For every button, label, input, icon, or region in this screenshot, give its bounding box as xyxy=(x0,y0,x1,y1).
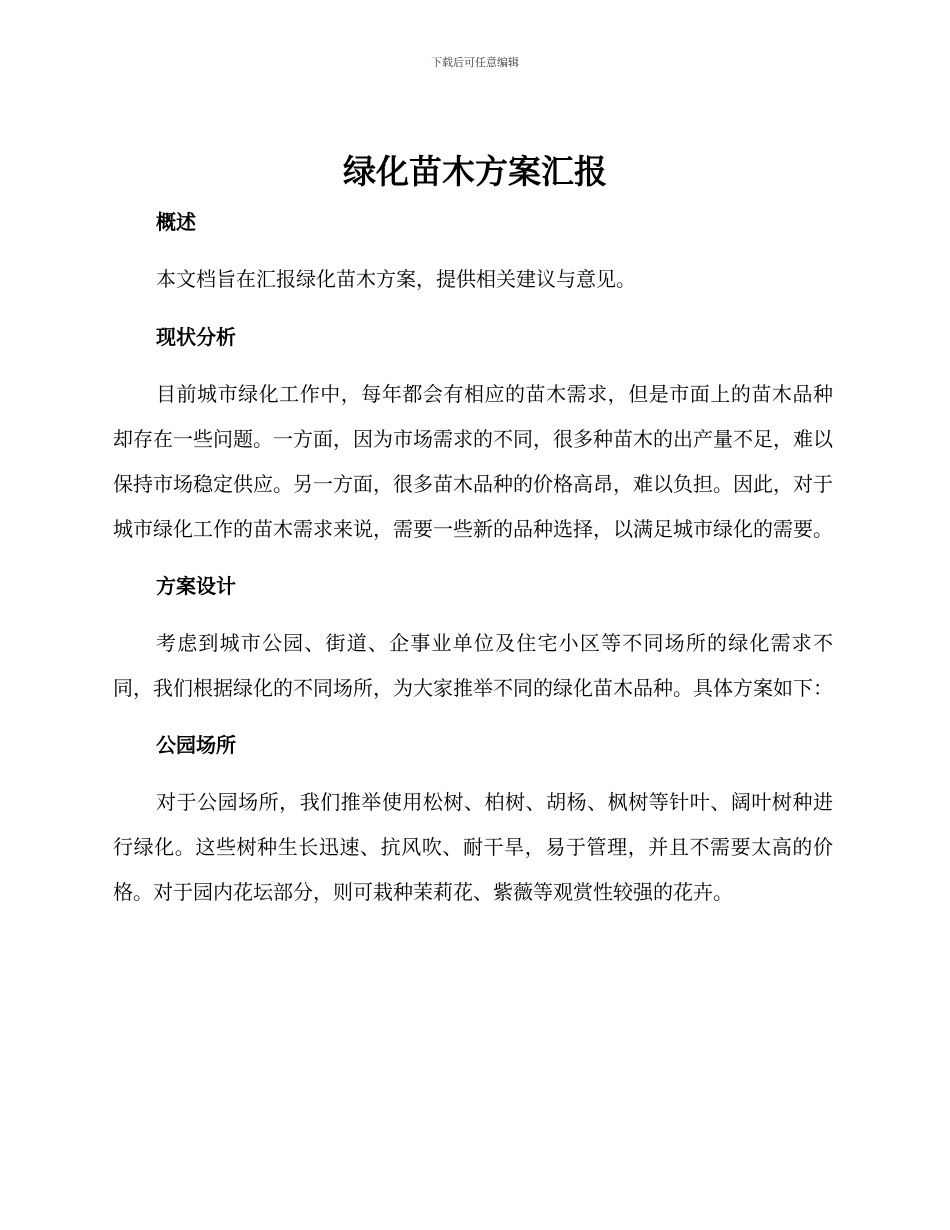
section-paragraph-overview: 本文档旨在汇报绿化苗木方案，提供相关建议与意见。 xyxy=(156,267,636,291)
section-heading-plan-design: 方案设计 xyxy=(156,574,236,598)
section-paragraph-status-analysis: 目前城市绿化工作中，每年都会有相应的苗木需求，但是市面上的苗木品种却存在一些问题。一方面，因为市场需求的不同，很多种苗木的出产量不足，难以保持市场稳定供应。另一方面，很多苗木品种的价格高昂，难以负担。因此，对于城市绿化工作的苗木需求来说，需要一些新的品种选择，以满足城市绿化的需要。 xyxy=(113,382,833,541)
section-paragraph-park: 对于公园场所，我们推举使用松树、柏树、胡杨、枫树等针叶、阔叶树种进行绿化。这些树种生长迅速、抗风吹、耐干旱，易于管理，并且不需要太高的价格。对于园内花坛部分，则可栽种茉莉花、紫薇等观赏性较强的花卉。 xyxy=(113,790,833,904)
section-heading-park: 公园场所 xyxy=(156,733,236,757)
section-heading-overview: 概述 xyxy=(156,210,196,234)
document-title: 绿化苗木方案汇报 xyxy=(343,152,607,191)
document-body xyxy=(113,200,833,915)
page-header-note: 下载后可任意编辑 xyxy=(431,56,519,69)
section-paragraph-plan-design: 考虑到城市公园、街道、企事业单位及住宅小区等不同场所的绿化需求不同，我们根据绿化的不同场所，为大家推举不同的绿化苗木品种。具体方案如下： xyxy=(113,631,833,700)
section-heading-status-analysis: 现状分析 xyxy=(156,325,236,349)
